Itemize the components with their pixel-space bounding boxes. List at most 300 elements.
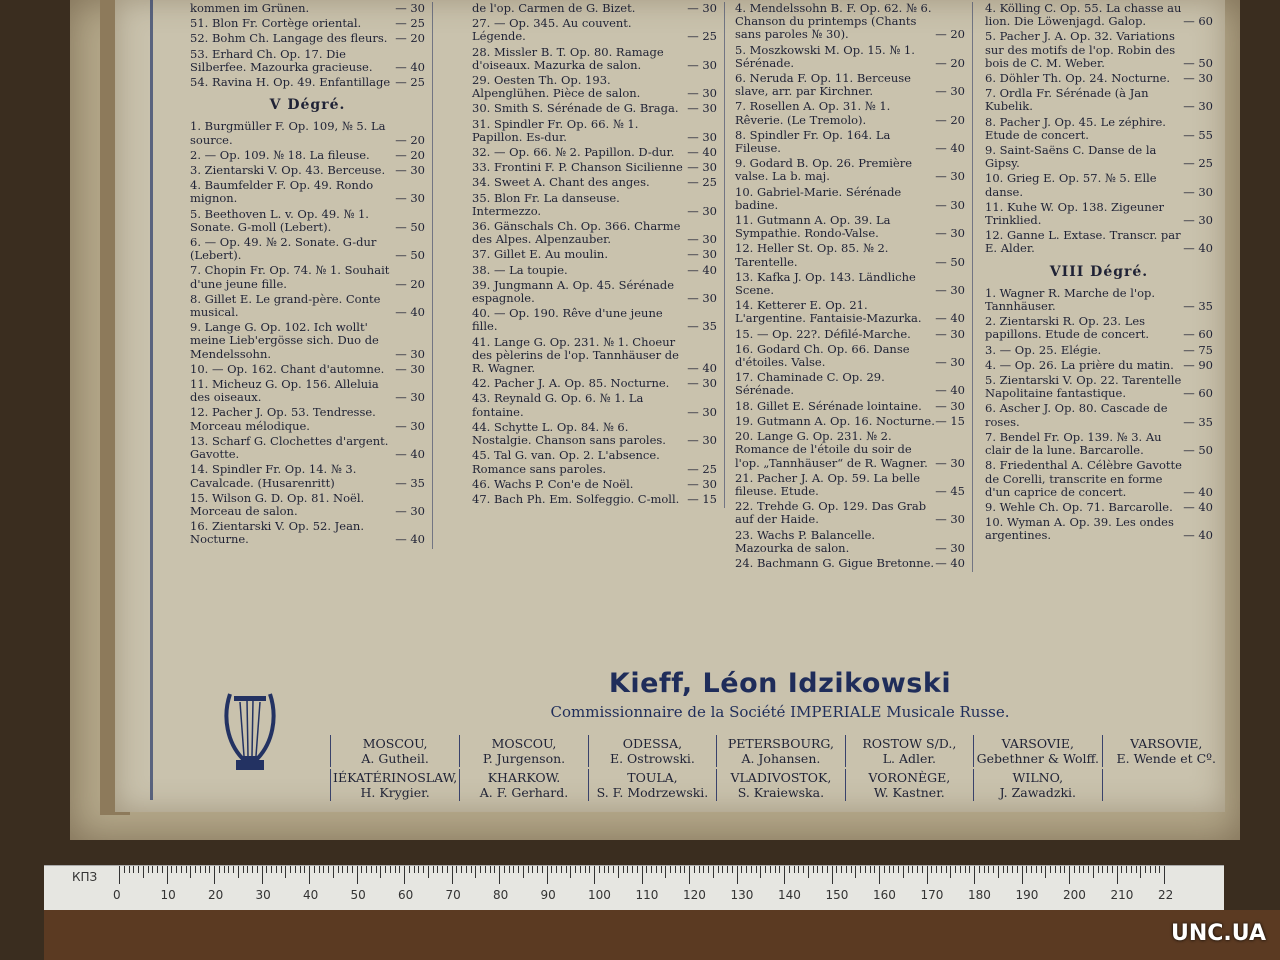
dealer-name: E. Wende et Cº. bbox=[1116, 751, 1217, 766]
dealer-name: L. Adler. bbox=[882, 751, 936, 766]
catalog-entry bbox=[985, 116, 1213, 142]
ruler-tick bbox=[442, 866, 443, 873]
ruler-tick bbox=[480, 866, 481, 873]
catalog-column-4 bbox=[985, 2, 1213, 545]
entry-price: — 40 bbox=[687, 361, 717, 376]
entry-title: 7. Bendel Fr. Op. 139. № 3. Au clair de la lune. Barcarolle. bbox=[985, 429, 1162, 458]
entry-price: — 30 bbox=[687, 433, 717, 448]
ruler-tick bbox=[803, 866, 804, 873]
entry-price: — 50 bbox=[1183, 443, 1213, 458]
entry-price: — 20 bbox=[395, 147, 425, 162]
ruler-tick bbox=[689, 866, 690, 884]
ruler-tick bbox=[1121, 866, 1122, 873]
entry-price: — 40 bbox=[935, 555, 965, 570]
entry-title: 2. — Op. 109. № 18. La fileuse. bbox=[190, 147, 370, 162]
ruler-tick bbox=[532, 866, 533, 873]
ruler-tick bbox=[385, 866, 386, 873]
ruler-tick bbox=[319, 866, 320, 873]
ruler-tick bbox=[1145, 866, 1146, 873]
ruler-tick bbox=[566, 866, 567, 873]
decorative-border bbox=[150, 0, 153, 800]
catalog-entry bbox=[190, 32, 425, 45]
entry-price: — 30 bbox=[687, 232, 717, 247]
ruler-tick bbox=[209, 866, 210, 873]
entry-price: — 30 bbox=[935, 540, 965, 555]
ruler-tick bbox=[537, 866, 538, 873]
ruler-tick bbox=[1126, 866, 1127, 873]
ruler-tick bbox=[124, 866, 125, 873]
entry-price: — 50 bbox=[1183, 55, 1213, 70]
ruler-tick bbox=[846, 866, 847, 873]
catalog-entry bbox=[472, 161, 717, 174]
entry-title: 4. Kölling C. Op. 55. La chasse au lion. Die Löwenjagd. Galop. bbox=[985, 1, 1182, 29]
ruler-number: 110 bbox=[635, 888, 659, 902]
entry-title: 11. Micheuz G. Op. 156. Alleluia des oiseaux. bbox=[190, 377, 379, 405]
entry-price: — 30 bbox=[687, 247, 717, 262]
ruler-tick bbox=[732, 866, 733, 873]
entry-price: — 50 bbox=[395, 219, 425, 234]
entry-title: 6. Ascher J. Op. 80. Cascade de roses. bbox=[985, 401, 1168, 429]
ruler-number: 160 bbox=[873, 888, 896, 902]
catalog-entry bbox=[985, 72, 1213, 85]
catalog-entry bbox=[190, 76, 425, 89]
entry-title: 14. Ketterer E. Op. 21. L'argentine. Fantaisie-Mazurka. bbox=[735, 298, 922, 326]
ruler-tick bbox=[580, 866, 581, 873]
ruler-tick bbox=[347, 866, 348, 873]
entry-price: — 30 bbox=[1183, 213, 1213, 228]
ruler-tick bbox=[1150, 866, 1151, 873]
catalog-entry bbox=[472, 279, 717, 305]
catalog-entry bbox=[472, 421, 717, 447]
catalog-entry bbox=[985, 315, 1213, 341]
dealer-name: S. Kraiewska. bbox=[737, 785, 825, 800]
ruler-tick bbox=[456, 866, 457, 873]
ruler-tick bbox=[813, 866, 814, 873]
ruler-tick bbox=[423, 866, 424, 873]
entry-price: — 90 bbox=[1183, 357, 1213, 372]
ruler-tick bbox=[314, 866, 315, 873]
catalog-entry bbox=[735, 328, 965, 341]
catalog-entry bbox=[735, 72, 965, 98]
ruler-number: 170 bbox=[920, 888, 944, 902]
catalog-entry bbox=[735, 400, 965, 413]
ruler-tick bbox=[665, 866, 666, 878]
catalog-entry bbox=[985, 459, 1213, 499]
distributor-city bbox=[330, 769, 459, 801]
entry-title: 6. — Op. 49. № 2. Sonate. G-dur (Lebert). bbox=[190, 235, 377, 263]
ruler-tick bbox=[642, 866, 643, 884]
catalog-entry bbox=[190, 264, 425, 290]
ruler-tick bbox=[779, 866, 780, 873]
ruler-tick bbox=[912, 866, 913, 873]
ruler-tick bbox=[684, 866, 685, 873]
entry-title: 12. Pacher J. Op. 53. Tendresse. Morceau mélodique. bbox=[190, 405, 376, 433]
catalog-entry bbox=[472, 449, 717, 475]
distributor-city bbox=[716, 769, 844, 801]
entry-title: 5. Zientarski V. Op. 22. Tarentelle Napolitaine fantastique. bbox=[985, 373, 1182, 401]
ruler-tick bbox=[784, 866, 785, 884]
entry-price: — 30 bbox=[687, 376, 717, 391]
entry-price: — 30 bbox=[687, 86, 717, 101]
ruler-tick bbox=[285, 866, 286, 878]
ruler-tick bbox=[1031, 866, 1032, 873]
ruler-tick bbox=[1055, 866, 1056, 873]
entry-price: — 30 bbox=[935, 226, 965, 241]
entry-price: — 30 bbox=[1183, 71, 1213, 86]
ruler-tick bbox=[974, 866, 975, 884]
ruler-tick bbox=[751, 866, 752, 873]
ruler-tick bbox=[941, 866, 942, 873]
ruler-tick bbox=[960, 866, 961, 873]
ruler-number: 20 bbox=[208, 888, 224, 902]
degree-heading-viii: VIII Dégré. bbox=[1049, 263, 1149, 280]
entry-title: 42. Pacher J. A. Op. 85. Nocturne. bbox=[472, 376, 670, 391]
ruler-tick bbox=[238, 866, 239, 878]
ruler-tick bbox=[513, 866, 514, 873]
city-name: PETERSBOURG, bbox=[727, 736, 834, 751]
entry-price: — 40 bbox=[1183, 528, 1213, 543]
catalog-column-3 bbox=[735, 2, 965, 572]
catalog-entry bbox=[985, 172, 1213, 198]
ruler-tick bbox=[547, 866, 548, 884]
ruler-tick bbox=[699, 866, 700, 873]
catalog-entry bbox=[190, 520, 425, 546]
ruler-number: 80 bbox=[493, 888, 509, 902]
entry-price: — 55 bbox=[1183, 127, 1213, 142]
catalog-entry bbox=[735, 100, 965, 126]
entry-price: — 30 bbox=[935, 283, 965, 298]
ruler-tick bbox=[471, 866, 472, 873]
ruler-tick bbox=[893, 866, 894, 873]
city-name: VARSOVIE, bbox=[1001, 736, 1074, 751]
entry-title: 11. Kuhe W. Op. 138. Zigeuner Trinklied. bbox=[985, 199, 1164, 228]
ruler-tick bbox=[703, 866, 704, 873]
entry-price: — 25 bbox=[1183, 156, 1213, 171]
ruler-number: 40 bbox=[303, 888, 319, 902]
ruler-tick bbox=[608, 866, 609, 873]
ruler-tick bbox=[874, 866, 875, 873]
ruler-tick bbox=[262, 866, 263, 884]
entry-title: 32. — Op. 66. № 2. Papillon. D-dur. bbox=[472, 145, 675, 160]
ruler-tick bbox=[1050, 866, 1051, 873]
ruler-tick bbox=[466, 866, 467, 873]
distributor-city bbox=[973, 769, 1101, 801]
entry-title: 9. Saint-Saëns C. Danse de la Gipsy. bbox=[985, 143, 1157, 171]
distributor-city bbox=[330, 735, 459, 767]
entry-price: — 60 bbox=[1183, 14, 1213, 29]
catalog-entry bbox=[472, 46, 717, 72]
ruler-number: 140 bbox=[778, 888, 801, 902]
ruler-tick bbox=[143, 866, 144, 878]
ruler-tick bbox=[979, 866, 980, 873]
catalog-entry bbox=[472, 74, 717, 100]
entry-price: — 20 bbox=[935, 27, 965, 42]
ruler-tick bbox=[860, 866, 861, 873]
ruler-tick bbox=[323, 866, 324, 873]
ruler-tick bbox=[556, 866, 557, 873]
ruler-tick bbox=[266, 866, 267, 873]
distributor-city bbox=[1102, 769, 1230, 801]
ruler-number: 150 bbox=[825, 888, 849, 902]
entry-price: — 35 bbox=[1183, 299, 1213, 314]
publisher-block bbox=[330, 668, 1230, 721]
ruler-tick bbox=[680, 866, 681, 873]
ruler-tick bbox=[604, 866, 605, 873]
entry-price: — 30 bbox=[687, 1, 717, 15]
ruler-tick bbox=[613, 866, 614, 873]
entry-title: 10. Grieg E. Op. 57. № 5. Elle danse. bbox=[985, 171, 1157, 199]
entry-title: 17. Chaminade C. Op. 29. Sérénade. bbox=[735, 370, 885, 398]
catalog-entry bbox=[190, 435, 425, 461]
catalog-entry bbox=[985, 402, 1213, 428]
entry-price: — 30 bbox=[687, 160, 717, 175]
entry-price: — 40 bbox=[687, 145, 717, 160]
ruler-tick bbox=[371, 866, 372, 873]
catalog-entry bbox=[735, 500, 965, 526]
catalog-entry bbox=[735, 157, 965, 183]
entry-price: — 40 bbox=[395, 305, 425, 320]
catalog-entry bbox=[472, 392, 717, 418]
ruler-tick bbox=[1083, 866, 1084, 873]
ruler-tick bbox=[794, 866, 795, 873]
ruler-tick bbox=[138, 866, 139, 873]
distributor-city bbox=[459, 735, 587, 767]
entry-price: — 30 bbox=[935, 197, 965, 212]
entry-title: 4. Mendelssohn B. F. Op. 62. № 6. Chanson du printemps (Chants sans paroles № 30). bbox=[735, 1, 932, 42]
ruler-tick bbox=[414, 866, 415, 873]
distributor-city bbox=[459, 769, 587, 801]
ruler-tick bbox=[380, 866, 381, 878]
ruler-tick bbox=[851, 866, 852, 873]
catalog-entry bbox=[472, 248, 717, 261]
ruler-tick bbox=[817, 866, 818, 873]
ruler-number: 130 bbox=[730, 888, 754, 902]
measuring-ruler bbox=[44, 865, 1224, 912]
city-name: VARSOVIE, bbox=[1130, 736, 1203, 751]
ruler-tick bbox=[504, 866, 505, 873]
entry-price: — 30 bbox=[395, 361, 425, 376]
ruler-tick bbox=[1064, 866, 1065, 873]
city-name: IÉKATÉRINOSLAW, bbox=[333, 770, 458, 785]
ruler-tick bbox=[1102, 866, 1103, 873]
entry-price: — 40 bbox=[1183, 484, 1213, 499]
dealer-name: W. Kastner. bbox=[873, 785, 945, 800]
catalog-entry bbox=[190, 363, 425, 376]
ruler-tick bbox=[437, 866, 438, 873]
entry-title: 44. Schytte L. Op. 84. № 6. Nostalgie. Chanson sans paroles. bbox=[472, 419, 666, 448]
wooden-surface bbox=[44, 910, 1280, 960]
city-name: ROSTOW S/D., bbox=[862, 736, 957, 751]
entry-title: 10. — Op. 162. Chant d'automne. bbox=[190, 361, 385, 376]
ruler-tick bbox=[955, 866, 956, 873]
ruler-tick bbox=[509, 866, 510, 873]
publisher-name: Kieff, Léon Idzikowski bbox=[608, 668, 952, 699]
ruler-tick bbox=[746, 866, 747, 873]
entry-price: — 25 bbox=[395, 16, 425, 31]
entry-title: 7. Rosellen A. Op. 31. № 1. Rêverie. (Le Tremolo). bbox=[735, 99, 891, 127]
entry-price: — 30 bbox=[1183, 184, 1213, 199]
distributor-city bbox=[845, 735, 973, 767]
entry-price: — 40 bbox=[1183, 499, 1213, 514]
city-name: TOULA, bbox=[627, 770, 678, 785]
catalog-entry bbox=[190, 236, 425, 262]
entry-title: 53. Erhard Ch. Op. 17. Die Silberfee. Mazourka gracieuse. bbox=[190, 46, 373, 74]
ruler-tick bbox=[190, 866, 191, 878]
ruler-tick bbox=[333, 866, 334, 878]
entry-title: 6. Döhler Th. Op. 24. Nocturne. bbox=[985, 71, 1171, 86]
entry-price: — 25 bbox=[687, 461, 717, 476]
ruler-tick bbox=[637, 866, 638, 873]
catalog-entry bbox=[472, 478, 717, 491]
ruler-number: 100 bbox=[588, 888, 611, 902]
entry-title: 18. Gillet E. Sérénade lointaine. bbox=[735, 398, 922, 413]
ruler-tick bbox=[599, 866, 600, 873]
catalog-entry bbox=[735, 186, 965, 212]
entry-price: — 30 bbox=[395, 390, 425, 405]
ruler-tick bbox=[276, 866, 277, 873]
ruler-tick bbox=[623, 866, 624, 873]
catalog-entry bbox=[190, 293, 425, 319]
catalog-entry bbox=[735, 2, 965, 42]
entry-price: — 30 bbox=[935, 169, 965, 184]
ruler-number: 200 bbox=[1063, 888, 1086, 902]
entry-price: — 40 bbox=[935, 141, 965, 156]
ruler-tick bbox=[917, 866, 918, 873]
catalog-entry bbox=[735, 299, 965, 325]
catalog-entry bbox=[472, 336, 717, 376]
catalog-entry bbox=[985, 2, 1213, 28]
ruler-tick bbox=[661, 866, 662, 873]
ruler-tick bbox=[675, 866, 676, 873]
entry-title: 54. Ravina H. Op. 49. Enfantillage bbox=[190, 75, 391, 90]
ruler-label: КПЗ bbox=[72, 870, 98, 884]
ruler-tick bbox=[927, 866, 928, 884]
entry-price: — 60 bbox=[1183, 386, 1213, 401]
entry-title: 43. Reynald G. Op. 6. № 1. La fontaine. bbox=[472, 391, 644, 419]
entry-title: 51. Blon Fr. Cortège oriental. bbox=[190, 16, 362, 31]
ruler-tick bbox=[205, 866, 206, 873]
ruler-tick bbox=[518, 866, 519, 873]
entry-price: — 30 bbox=[687, 57, 717, 72]
entry-title: 20. Lange G. Op. 231. № 2. Romance de l'étoile du soir de l'op. „Tannhäuser“ de R. Wagner. bbox=[735, 429, 928, 470]
ruler-number: 210 bbox=[1110, 888, 1134, 902]
ruler-tick bbox=[998, 866, 999, 878]
catalog-entry bbox=[735, 343, 965, 369]
ruler-tick bbox=[585, 866, 586, 873]
entry-price: — 30 bbox=[687, 129, 717, 144]
entry-price: — 30 bbox=[935, 84, 965, 99]
ruler-tick bbox=[224, 866, 225, 873]
ruler-tick bbox=[575, 866, 576, 873]
ruler-number: 120 bbox=[683, 888, 706, 902]
entry-price: — 25 bbox=[687, 175, 717, 190]
entry-title: 16. Zientarski V. Op. 52. Jean. Nocturne. bbox=[190, 519, 364, 547]
entry-title: 41. Lange G. Op. 231. № 1. Choeur des pèlerins de l'op. Tannhäuser de R. Wagner. bbox=[472, 334, 679, 376]
catalog-entry bbox=[472, 17, 717, 43]
catalog-entry bbox=[735, 214, 965, 240]
distributor-cities bbox=[330, 735, 1230, 801]
ruler-tick bbox=[832, 866, 833, 884]
catalog-entry bbox=[472, 264, 717, 277]
ruler-number: 90 bbox=[540, 888, 556, 902]
entry-title: 33. Frontini F. P. Chanson Sicilienne bbox=[472, 160, 683, 175]
ruler-tick bbox=[718, 866, 719, 873]
catalog-entry bbox=[190, 120, 425, 146]
ruler-tick bbox=[352, 866, 353, 873]
entry-price: — 35 bbox=[395, 475, 425, 490]
entry-price: — 30 bbox=[395, 418, 425, 433]
entry-title: 11. Gutmann A. Op. 39. La Sympathie. Rondo-Valse. bbox=[735, 213, 891, 241]
entry-title: 13. Kafka J. Op. 143. Ländliche Scene. bbox=[735, 269, 916, 298]
ruler-tick bbox=[447, 866, 448, 873]
entry-title: 5. Beethoven L. v. Op. 49. № 1. Sonate. G-moll (Lebert). bbox=[190, 206, 369, 234]
catalog-entry bbox=[985, 201, 1213, 227]
ruler-tick bbox=[304, 866, 305, 873]
ruler-tick bbox=[1117, 866, 1118, 884]
entry-price: — 25 bbox=[687, 29, 717, 44]
ruler-tick bbox=[542, 866, 543, 873]
entry-title: 52. Bohm Ch. Langage des fleurs. bbox=[190, 31, 388, 46]
ruler-tick bbox=[798, 866, 799, 873]
ruler-tick bbox=[1131, 866, 1132, 873]
entry-title: 4. Baumfelder F. Op. 49. Rondo mignon. bbox=[190, 178, 374, 206]
catalog-entry bbox=[190, 179, 425, 205]
catalog-entry bbox=[472, 220, 717, 246]
entry-price: — 35 bbox=[1183, 414, 1213, 429]
catalog-entry bbox=[190, 17, 425, 30]
ruler-number: 180 bbox=[968, 888, 991, 902]
catalog-entry bbox=[472, 493, 717, 506]
ruler-number: 0 bbox=[113, 888, 121, 902]
ruler-tick bbox=[713, 866, 714, 878]
entry-title: 2. Zientarski R. Op. 23. Les papillons. Etude de concert. bbox=[985, 314, 1150, 342]
entry-price: — 40 bbox=[935, 311, 965, 326]
entry-title: 3. — Op. 25. Elégie. bbox=[985, 342, 1102, 357]
ruler-tick bbox=[281, 866, 282, 873]
ruler-tick bbox=[775, 866, 776, 873]
catalog-entry bbox=[472, 377, 717, 390]
ruler-tick bbox=[1107, 866, 1108, 873]
catalog-entry bbox=[985, 516, 1213, 542]
ruler-tick bbox=[357, 866, 358, 884]
catalog-entry bbox=[190, 149, 425, 162]
ruler-tick bbox=[129, 866, 130, 873]
catalog-entry bbox=[472, 307, 717, 333]
ruler-tick bbox=[841, 866, 842, 873]
entry-price: — 45 bbox=[935, 483, 965, 498]
ruler-tick bbox=[252, 866, 253, 873]
catalog-entry bbox=[735, 242, 965, 268]
entry-title: 4. — Op. 26. La prière du matin. bbox=[985, 357, 1174, 372]
entry-price: — 30 bbox=[935, 355, 965, 370]
catalog-entry bbox=[735, 271, 965, 297]
entry-title: 13. Scharf G. Clochettes d'argent. Gavotte. bbox=[190, 433, 389, 462]
entry-price: — 30 bbox=[935, 455, 965, 470]
ruler-tick bbox=[152, 866, 153, 873]
entry-price: — 40 bbox=[395, 59, 425, 74]
distributor-city bbox=[588, 769, 716, 801]
ruler-tick bbox=[409, 866, 410, 873]
ruler-tick bbox=[936, 866, 937, 873]
entry-title: 27. — Op. 345. Au couvent. Légende. bbox=[472, 16, 632, 44]
ruler-tick bbox=[1074, 866, 1075, 873]
entry-title: 46. Wachs P. Con'e de Noël. bbox=[472, 476, 634, 491]
entry-title: 34. Sweet A. Chant des anges. bbox=[472, 175, 650, 190]
ruler-number: 22 bbox=[1158, 888, 1174, 902]
entry-price: — 30 bbox=[687, 291, 717, 306]
ruler-tick bbox=[561, 866, 562, 873]
ruler-tick bbox=[328, 866, 329, 873]
